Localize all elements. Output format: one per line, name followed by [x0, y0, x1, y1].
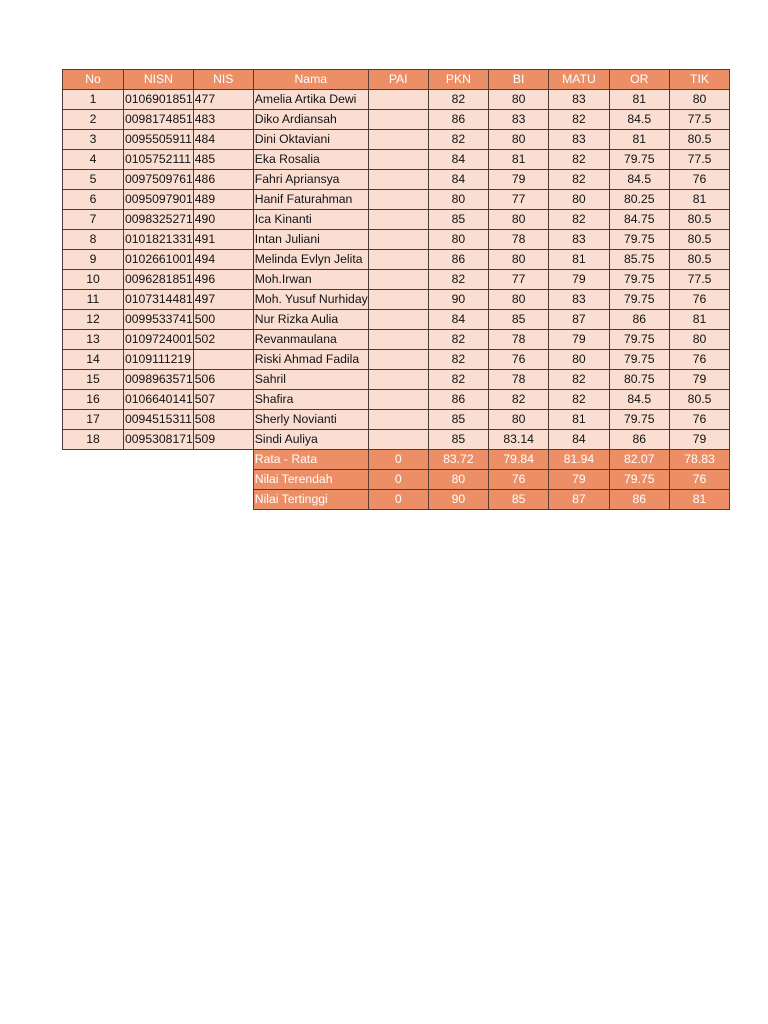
summary-pkn[interactable]: 90 — [428, 490, 488, 510]
empty-cell — [193, 490, 253, 510]
cell-pai[interactable] — [368, 170, 428, 190]
cell-tik[interactable]: 80 — [669, 90, 729, 110]
cell-nisn[interactable]: 0096281851 — [124, 270, 194, 290]
table-row — [63, 330, 730, 350]
cell-matu[interactable]: 79 — [549, 270, 609, 290]
summary-tik[interactable]: 81 — [669, 490, 729, 510]
cell-or[interactable]: 79.75 — [609, 330, 669, 350]
summary-matu[interactable]: 79 — [549, 470, 609, 490]
cell-nis[interactable]: 502 — [193, 330, 253, 350]
cell-or[interactable]: 80.75 — [609, 370, 669, 390]
cell-or[interactable]: 79.75 — [609, 270, 669, 290]
cell-nisn[interactable]: 0105752111 — [124, 150, 194, 170]
summary-pkn[interactable]: 80 — [428, 470, 488, 490]
cell-bi[interactable]: 77 — [489, 270, 549, 290]
cell-matu[interactable]: 81 — [549, 410, 609, 430]
cell-matu[interactable]: 81 — [549, 250, 609, 270]
cell-nisn[interactable]: 0106640141 — [124, 390, 194, 410]
table-row — [63, 370, 730, 390]
cell-bi[interactable]: 80 — [489, 290, 549, 310]
cell-or[interactable]: 79.75 — [609, 230, 669, 250]
cell-bi[interactable]: 83 — [489, 110, 549, 130]
cell-pai[interactable] — [368, 350, 428, 370]
summary-row — [63, 470, 730, 490]
cell-nisn[interactable]: 0098963571 — [124, 370, 194, 390]
cell-pkn[interactable]: 85 — [428, 430, 488, 450]
cell-matu[interactable]: 82 — [549, 390, 609, 410]
empty-cell — [124, 450, 194, 470]
cell-no[interactable]: 14 — [63, 350, 124, 370]
summary-row — [63, 450, 730, 470]
empty-cell — [193, 470, 253, 490]
cell-tik[interactable]: 80.5 — [669, 130, 729, 150]
cell-bi[interactable]: 78 — [489, 330, 549, 350]
cell-nama[interactable]: Amelia Artika Dewi — [253, 90, 368, 110]
cell-nama[interactable]: Intan Juliani — [253, 230, 368, 250]
table-row — [63, 130, 730, 150]
cell-no[interactable]: 10 — [63, 270, 124, 290]
cell-or[interactable]: 86 — [609, 430, 669, 450]
header-nis[interactable]: NIS — [193, 70, 253, 90]
cell-or[interactable]: 79.75 — [609, 150, 669, 170]
header-bi[interactable]: BI — [489, 70, 549, 90]
summary-tik[interactable]: 76 — [669, 470, 729, 490]
cell-no[interactable]: 17 — [63, 410, 124, 430]
header-or[interactable]: OR — [609, 70, 669, 90]
header-no[interactable]: No — [63, 70, 124, 90]
summary-or[interactable]: 79.75 — [609, 470, 669, 490]
cell-nisn[interactable]: 0106901851 — [124, 90, 194, 110]
cell-nisn[interactable]: 0101821331 — [124, 230, 194, 250]
cell-nama[interactable]: Fahri Apriansya — [253, 170, 368, 190]
cell-nama[interactable]: Diko Ardiansah — [253, 110, 368, 130]
cell-matu[interactable]: 87 — [549, 310, 609, 330]
cell-nis[interactable]: 500 — [193, 310, 253, 330]
cell-nis[interactable]: 508 — [193, 410, 253, 430]
cell-nama[interactable]: Moh.Irwan — [253, 270, 368, 290]
cell-or[interactable]: 79.75 — [609, 350, 669, 370]
cell-matu[interactable]: 80 — [549, 190, 609, 210]
cell-or[interactable]: 79.75 — [609, 290, 669, 310]
cell-tik[interactable]: 80.5 — [669, 390, 729, 410]
table-row — [63, 290, 730, 310]
cell-nis[interactable]: 494 — [193, 250, 253, 270]
table-row — [63, 250, 730, 270]
cell-nisn[interactable]: 0102661001 — [124, 250, 194, 270]
cell-pai[interactable] — [368, 150, 428, 170]
header-matu[interactable]: MATU — [549, 70, 609, 90]
cell-matu[interactable]: 79 — [549, 330, 609, 350]
cell-no[interactable]: 2 — [63, 110, 124, 130]
empty-cell — [63, 490, 124, 510]
cell-bi[interactable]: 77 — [489, 190, 549, 210]
cell-no[interactable]: 13 — [63, 330, 124, 350]
cell-nama[interactable]: Revanmaulana — [253, 330, 368, 350]
cell-or[interactable]: 85.75 — [609, 250, 669, 270]
cell-nis[interactable]: 509 — [193, 430, 253, 450]
cell-tik[interactable]: 76 — [669, 350, 729, 370]
cell-pai[interactable] — [368, 290, 428, 310]
cell-matu[interactable]: 82 — [549, 170, 609, 190]
cell-pai[interactable] — [368, 310, 428, 330]
cell-pkn[interactable]: 80 — [428, 190, 488, 210]
summary-label[interactable]: Nilai Tertinggi — [253, 490, 368, 510]
cell-no[interactable]: 18 — [63, 430, 124, 450]
cell-nisn[interactable]: 0099533741 — [124, 310, 194, 330]
cell-nama[interactable]: Hanif Faturahman — [253, 190, 368, 210]
table-row — [63, 270, 730, 290]
cell-bi[interactable]: 85 — [489, 310, 549, 330]
cell-tik[interactable]: 80.5 — [669, 250, 729, 270]
summary-or[interactable]: 86 — [609, 490, 669, 510]
cell-nis[interactable]: 496 — [193, 270, 253, 290]
header-nama[interactable]: Nama — [253, 70, 368, 90]
header-row — [63, 70, 730, 90]
cell-pkn[interactable]: 85 — [428, 410, 488, 430]
cell-matu[interactable]: 80 — [549, 350, 609, 370]
cell-pai[interactable] — [368, 250, 428, 270]
cell-bi[interactable]: 80 — [489, 410, 549, 430]
cell-matu[interactable]: 83 — [549, 90, 609, 110]
header-nisn[interactable]: NISN — [124, 70, 194, 90]
summary-pai[interactable]: 0 — [368, 490, 428, 510]
cell-no[interactable]: 3 — [63, 130, 124, 150]
cell-nis[interactable]: 485 — [193, 150, 253, 170]
summary-label[interactable]: Nilai Terendah — [253, 470, 368, 490]
cell-pai[interactable] — [368, 370, 428, 390]
cell-nis[interactable] — [193, 350, 253, 370]
cell-pai[interactable] — [368, 190, 428, 210]
summary-row — [63, 490, 730, 510]
table-row — [63, 90, 730, 110]
cell-tik[interactable]: 81 — [669, 190, 729, 210]
cell-nisn[interactable]: 0097509761 — [124, 170, 194, 190]
cell-or[interactable]: 84.5 — [609, 390, 669, 410]
cell-nama[interactable]: Eka Rosalia — [253, 150, 368, 170]
cell-tik[interactable]: 80.5 — [669, 230, 729, 250]
summary-label[interactable]: Rata - Rata — [253, 450, 368, 470]
cell-bi[interactable]: 76 — [489, 350, 549, 370]
cell-matu[interactable]: 82 — [549, 370, 609, 390]
cell-nis[interactable]: 507 — [193, 390, 253, 410]
cell-tik[interactable]: 79 — [669, 370, 729, 390]
cell-pai[interactable] — [368, 210, 428, 230]
header-tik[interactable]: TIK — [669, 70, 729, 90]
cell-nisn[interactable]: 0107314481 — [124, 290, 194, 310]
cell-nis[interactable]: 486 — [193, 170, 253, 190]
cell-pkn[interactable]: 86 — [428, 250, 488, 270]
cell-nama[interactable]: Shafira — [253, 390, 368, 410]
cell-matu[interactable]: 83 — [549, 230, 609, 250]
cell-nisn[interactable]: 0095308171 — [124, 430, 194, 450]
cell-pai[interactable] — [368, 410, 428, 430]
cell-nama[interactable]: Nur Rizka Aulia — [253, 310, 368, 330]
cell-nis[interactable]: 489 — [193, 190, 253, 210]
cell-nama[interactable]: Sahril — [253, 370, 368, 390]
cell-tik[interactable]: 80.5 — [669, 210, 729, 230]
cell-no[interactable]: 12 — [63, 310, 124, 330]
cell-tik[interactable]: 80 — [669, 330, 729, 350]
cell-no[interactable]: 15 — [63, 370, 124, 390]
summary-pkn[interactable]: 83.72 — [428, 450, 488, 470]
table-row — [63, 310, 730, 330]
cell-nis[interactable]: 490 — [193, 210, 253, 230]
cell-nama[interactable]: Ica Kinanti — [253, 210, 368, 230]
cell-or[interactable]: 81 — [609, 90, 669, 110]
cell-pkn[interactable]: 85 — [428, 210, 488, 230]
cell-pkn[interactable]: 82 — [428, 330, 488, 350]
grades-table — [62, 69, 730, 510]
cell-pkn[interactable]: 82 — [428, 90, 488, 110]
cell-nis[interactable]: 491 — [193, 230, 253, 250]
summary-bi[interactable]: 79.84 — [489, 450, 549, 470]
cell-nisn[interactable]: 0095097901 — [124, 190, 194, 210]
cell-pai[interactable] — [368, 90, 428, 110]
cell-bi[interactable]: 78 — [489, 370, 549, 390]
cell-tik[interactable]: 76 — [669, 410, 729, 430]
table-row — [63, 410, 730, 430]
cell-or[interactable]: 84.75 — [609, 210, 669, 230]
cell-pkn[interactable]: 84 — [428, 170, 488, 190]
cell-nisn[interactable]: 0098174851 — [124, 110, 194, 130]
cell-pai[interactable] — [368, 330, 428, 350]
cell-matu[interactable]: 82 — [549, 110, 609, 130]
cell-no[interactable]: 5 — [63, 170, 124, 190]
cell-nis[interactable]: 497 — [193, 290, 253, 310]
cell-pai[interactable] — [368, 130, 428, 150]
cell-pkn[interactable]: 82 — [428, 130, 488, 150]
header-pai[interactable]: PAI — [368, 70, 428, 90]
cell-bi[interactable]: 78 — [489, 230, 549, 250]
table-row — [63, 170, 730, 190]
cell-pai[interactable] — [368, 270, 428, 290]
cell-matu[interactable]: 83 — [549, 130, 609, 150]
cell-or[interactable]: 84.5 — [609, 110, 669, 130]
cell-no[interactable]: 11 — [63, 290, 124, 310]
cell-tik[interactable]: 77.5 — [669, 270, 729, 290]
cell-tik[interactable]: 81 — [669, 310, 729, 330]
cell-nama[interactable]: Riski Ahmad Fadila — [253, 350, 368, 370]
summary-pai[interactable]: 0 — [368, 470, 428, 490]
cell-no[interactable]: 9 — [63, 250, 124, 270]
cell-bi[interactable]: 80 — [489, 210, 549, 230]
cell-tik[interactable]: 77.5 — [669, 150, 729, 170]
cell-tik[interactable]: 77.5 — [669, 110, 729, 130]
cell-nis[interactable]: 477 — [193, 90, 253, 110]
cell-nama[interactable]: Melinda Evlyn Jelita — [253, 250, 368, 270]
cell-bi[interactable]: 80 — [489, 250, 549, 270]
cell-nama[interactable]: Dini Oktaviani — [253, 130, 368, 150]
cell-nisn[interactable]: 0098325271 — [124, 210, 194, 230]
cell-pkn[interactable]: 86 — [428, 110, 488, 130]
cell-tik[interactable]: 76 — [669, 290, 729, 310]
cell-nisn[interactable]: 0109724001 — [124, 330, 194, 350]
header-pkn[interactable]: PKN — [428, 70, 488, 90]
cell-matu[interactable]: 82 — [549, 150, 609, 170]
cell-bi[interactable]: 83.14 — [489, 430, 549, 450]
table-row — [63, 150, 730, 170]
summary-matu[interactable]: 81.94 — [549, 450, 609, 470]
cell-pkn[interactable]: 80 — [428, 230, 488, 250]
cell-tik[interactable]: 79 — [669, 430, 729, 450]
cell-no[interactable]: 1 — [63, 90, 124, 110]
empty-cell — [124, 470, 194, 490]
cell-or[interactable]: 86 — [609, 310, 669, 330]
cell-pkn[interactable]: 82 — [428, 270, 488, 290]
cell-nis[interactable]: 484 — [193, 130, 253, 150]
cell-or[interactable]: 80.25 — [609, 190, 669, 210]
cell-bi[interactable]: 82 — [489, 390, 549, 410]
cell-matu[interactable]: 82 — [549, 210, 609, 230]
cell-no[interactable]: 8 — [63, 230, 124, 250]
summary-tik[interactable]: 78.83 — [669, 450, 729, 470]
table-row — [63, 430, 730, 450]
cell-no[interactable]: 6 — [63, 190, 124, 210]
cell-pkn[interactable]: 82 — [428, 370, 488, 390]
empty-cell — [193, 450, 253, 470]
empty-cell — [124, 490, 194, 510]
cell-no[interactable]: 7 — [63, 210, 124, 230]
summary-pai[interactable]: 0 — [368, 450, 428, 470]
cell-nis[interactable]: 506 — [193, 370, 253, 390]
cell-bi[interactable]: 80 — [489, 90, 549, 110]
spreadsheet — [62, 69, 730, 510]
table-row — [63, 350, 730, 370]
cell-pkn[interactable]: 82 — [428, 350, 488, 370]
cell-no[interactable]: 16 — [63, 390, 124, 410]
cell-pai[interactable] — [368, 390, 428, 410]
empty-cell — [63, 450, 124, 470]
table-row — [63, 210, 730, 230]
summary-matu[interactable]: 87 — [549, 490, 609, 510]
cell-bi[interactable]: 81 — [489, 150, 549, 170]
table-row — [63, 190, 730, 210]
cell-nama[interactable]: Sindi Auliya — [253, 430, 368, 450]
cell-bi[interactable]: 80 — [489, 130, 549, 150]
cell-tik[interactable]: 76 — [669, 170, 729, 190]
cell-pai[interactable] — [368, 230, 428, 250]
cell-pkn[interactable]: 84 — [428, 310, 488, 330]
cell-nama[interactable]: Moh. Yusuf Nurhiday — [253, 290, 368, 310]
cell-pkn[interactable]: 86 — [428, 390, 488, 410]
cell-nisn[interactable]: 0095505911 — [124, 130, 194, 150]
cell-matu[interactable]: 83 — [549, 290, 609, 310]
empty-cell — [63, 470, 124, 490]
cell-pai[interactable] — [368, 110, 428, 130]
table-row — [63, 230, 730, 250]
cell-or[interactable]: 84.5 — [609, 170, 669, 190]
cell-nama[interactable]: Sherly Novianti — [253, 410, 368, 430]
cell-nis[interactable]: 483 — [193, 110, 253, 130]
cell-no[interactable]: 4 — [63, 150, 124, 170]
cell-matu[interactable]: 84 — [549, 430, 609, 450]
cell-pkn[interactable]: 90 — [428, 290, 488, 310]
cell-or[interactable]: 79.75 — [609, 410, 669, 430]
summary-bi[interactable]: 76 — [489, 470, 549, 490]
summary-bi[interactable]: 85 — [489, 490, 549, 510]
cell-pkn[interactable]: 84 — [428, 150, 488, 170]
cell-pai[interactable] — [368, 430, 428, 450]
cell-nisn[interactable]: 0094515311 — [124, 410, 194, 430]
summary-or[interactable]: 82.07 — [609, 450, 669, 470]
table-row — [63, 110, 730, 130]
table-row — [63, 390, 730, 410]
cell-or[interactable]: 81 — [609, 130, 669, 150]
cell-bi[interactable]: 79 — [489, 170, 549, 190]
cell-nisn[interactable]: 0109111219 — [124, 350, 194, 370]
